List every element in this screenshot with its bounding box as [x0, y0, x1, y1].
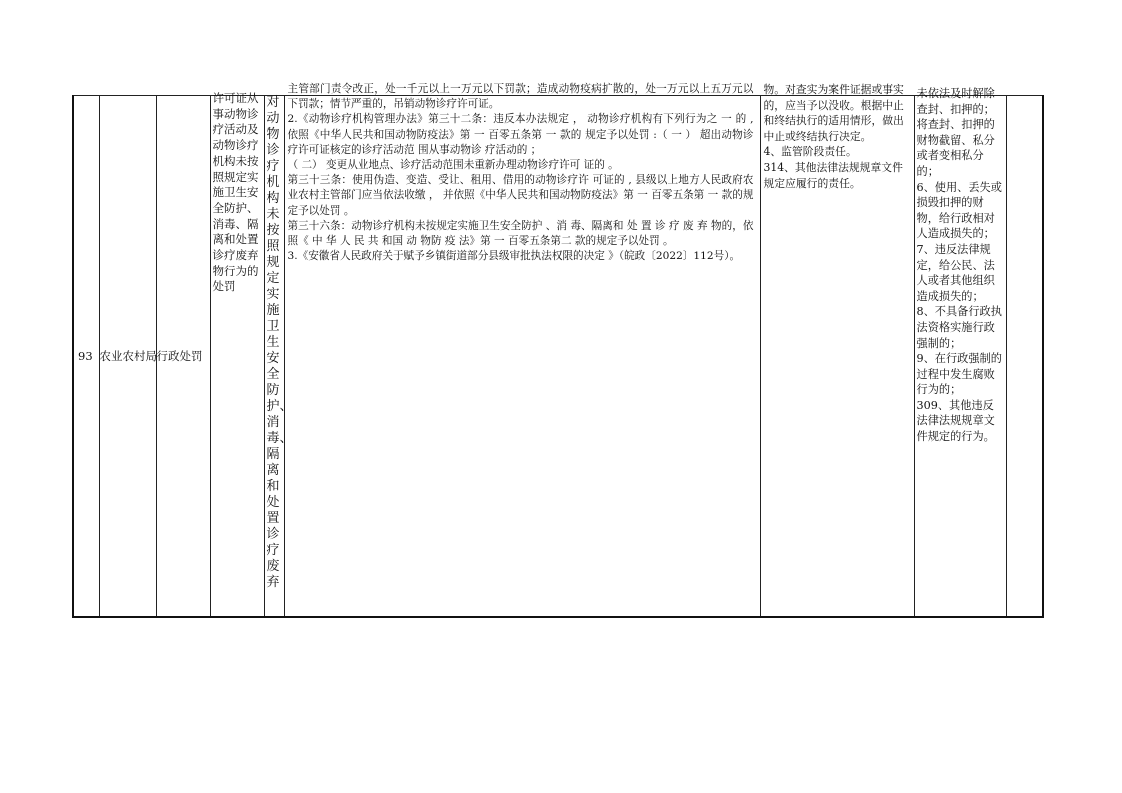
- basis-paragraph: 3.《安徽省人民政府关于赋予乡镇街道部分县级审批执法权限的决定 》（皖政〔2022〕112号）。: [287, 250, 741, 263]
- cell-legal-basis: [284, 83, 760, 618]
- responsibility-paragraph: 物。对查实为案件证据或事实的，应当予以没收。根据中止和终结执行的适用情形，做出中止或终结执行决定。: [763, 83, 904, 143]
- basis-paragraph: 主管部门责令改正，处一千元以上一万元以下罚款；造成动物疫病扩散的，处一万元以上五万元以下罚款；情节严重的，吊销动物诊疗许可证。: [287, 83, 754, 111]
- basis-paragraph: 2.《动物诊疗机构管理办法》第三十二条：违反本办法规定 ， 动物诊疗机构有下列行为之 一 的 , 依照《中华人民共和国动物防疫法》第 一 百零五条第 一 款的 规定予以处罚 :（ 一 ） 超出动物诊疗许可证核定的诊疗活动范 围从事动物诊 疗活动的 ；: [287, 113, 754, 156]
- responsibility-paragraph: 4、监管阶段责任。: [763, 145, 857, 159]
- power-category: 行政处罚: [156, 349, 203, 363]
- accountability-paragraph: 未依法及时解除查封、扣押的；: [916, 87, 995, 116]
- table-row: [73, 96, 1043, 618]
- legal-basis: [288, 82, 754, 264]
- accountability-paragraph: 将查封、扣押的财物截留、私分或者变相私分的；: [916, 118, 995, 178]
- cell-sub-item: [264, 95, 293, 618]
- basis-paragraph: （ 二） 变更从业地点、诊疗活动范围未重新办理动物诊疗许可 证的 。: [287, 159, 619, 172]
- department-name: 农业农村局: [99, 349, 157, 363]
- accountability-paragraph: 6、使用、丢失或损毁扣押的财物，给行政相对人造成损失的；: [916, 180, 1002, 241]
- accountability-paragraph: 309、其他违反法律法规规章文件规定的行为。: [916, 398, 995, 444]
- cell-number: [73, 96, 99, 618]
- cell-accountability: [914, 87, 1006, 618]
- cell-responsibility: [760, 83, 914, 618]
- basis-paragraph: 第三十三条：使用伪造、变造、受让、租用、借用的动物诊疗许 可证的 , 县级以上地方人民政府农业农村主管部门应当依法收缴 ， 并依照《中华人民共和国动物防疫法》第 一 百零五条第 一 款的规 定予以处罚 。: [287, 174, 754, 217]
- table-sheet: [72, 83, 1042, 615]
- accountability-paragraph: 7、违反法律规定，给公民、法人或者其他组织造成损失的；: [916, 242, 995, 303]
- cell-item-name: [210, 91, 264, 618]
- accountability-paragraph: 9、在行政强制的过程中发生腐败行为的；: [916, 352, 1002, 397]
- basis-paragraph: 第三十六条：动物诊疗机构未按规定实施卫生安全防护 、消 毒、隔离和 处 置 诊 疗 废 弃 物的，依 照《 中 华 人 民 共 和国 动 物防 疫 法》第 一 百零五条第二 款的规定予以处罚 。: [287, 219, 754, 248]
- cell-category: [156, 96, 210, 618]
- responsibility-items: [764, 82, 912, 191]
- responsibility-paragraph: 314、其他法律法规规章文件规定应履行的责任。: [763, 160, 903, 190]
- accountability-items: [917, 86, 1004, 445]
- row-number: 93: [78, 349, 93, 363]
- accountability-paragraph: 8、不具备行政执法资格实施行政强制的；: [916, 305, 1002, 350]
- item-name: 许可证从事动物诊疗活动及动物诊疗机构未按照规定实施卫生安全防护、消毒、隔离和处置诊疗废弃物行为的处罚: [212, 91, 259, 294]
- cell-department: [99, 96, 156, 618]
- cell-remarks: [1006, 96, 1043, 618]
- sub-item-name: 对动物诊疗机构未按照规定实施卫生安全防护、消毒、隔离和处置诊疗废弃: [266, 95, 293, 590]
- power-list-table: [72, 83, 1044, 618]
